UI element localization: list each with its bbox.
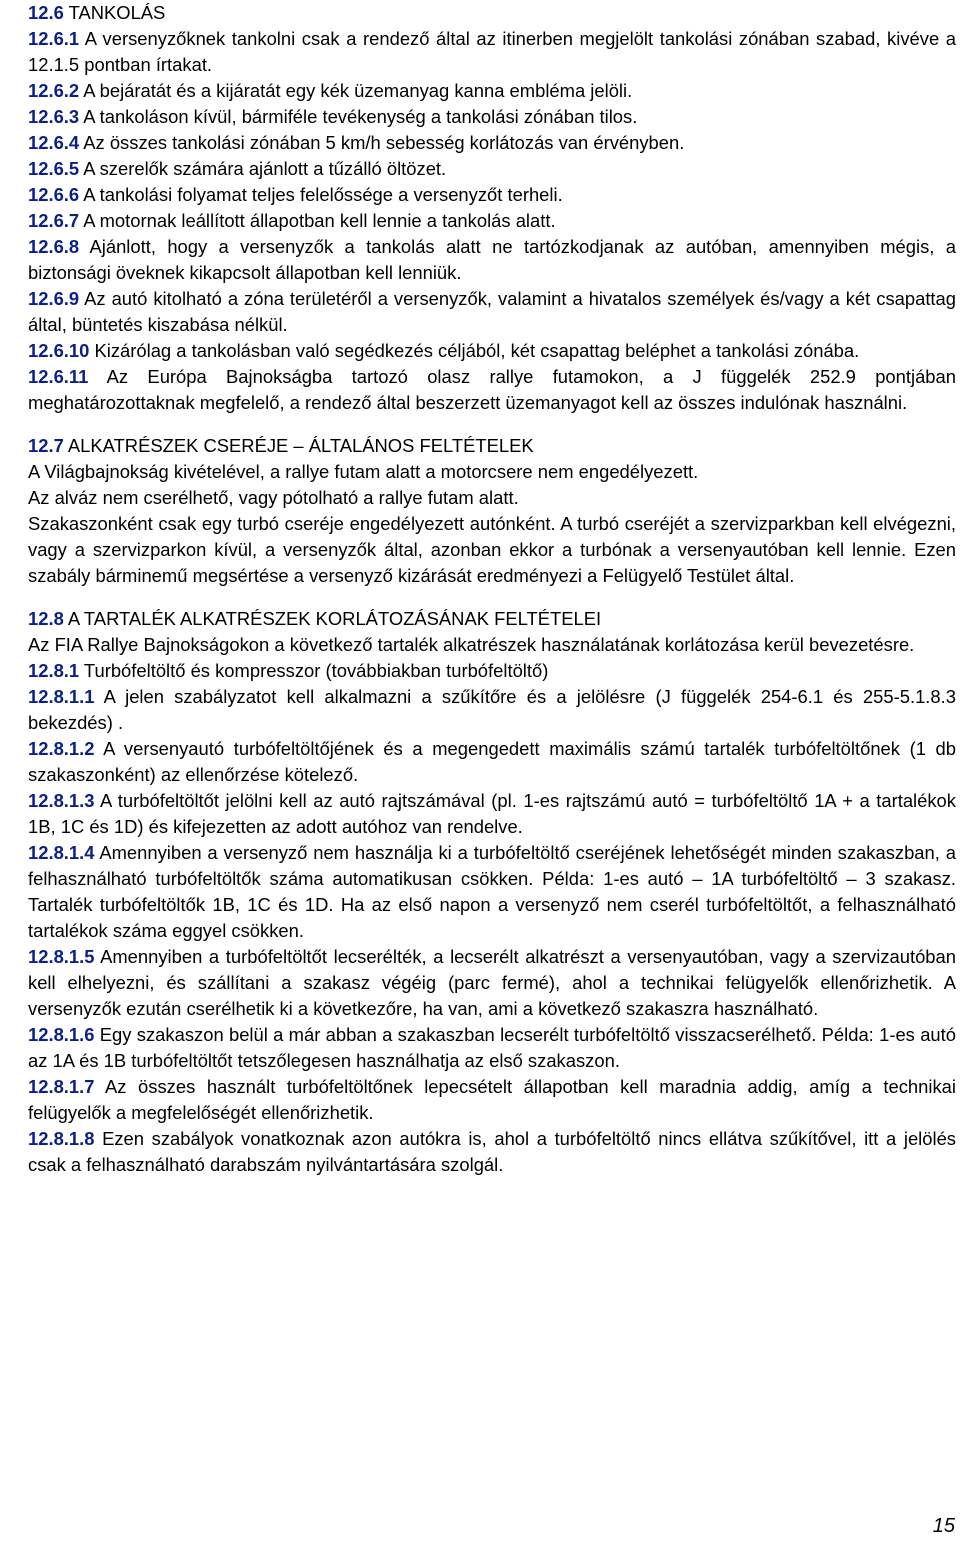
- section-12-7: [28, 433, 956, 589]
- list-item: [28, 736, 956, 788]
- section-heading: [28, 433, 956, 459]
- item-text: A szerelők számára ajánlott a tűzálló öltözet.: [83, 158, 447, 179]
- item-text: Az Európa Bajnokságba tartozó olasz rallye futamokon, a J függelék 252.9 pontjában meghatározottaknak megfelelő, a rendező által beszerzett üzemanyagot kell az összes indulónak használni.: [28, 366, 956, 413]
- list-item: [28, 364, 956, 416]
- list-item: [28, 182, 956, 208]
- list-item: [28, 658, 956, 684]
- document-page: [28, 0, 956, 1178]
- item-text: A jelen szabályzatot kell alkalmazni a szűkítőre és a jelölésre (J függelék 254-6.1 és 255-5.1.8.3 bekezdés) .: [28, 686, 956, 733]
- section-heading: [28, 606, 956, 632]
- item-number: 12.6.7: [28, 210, 80, 231]
- list-item: [28, 208, 956, 234]
- item-number: 12.6.11: [28, 366, 89, 387]
- heading-text: TANKOLÁS: [68, 2, 166, 23]
- list-item: [28, 1022, 956, 1074]
- item-number: 12.6.9: [28, 288, 80, 309]
- item-number: 12.8.1.5: [28, 946, 95, 967]
- item-number: 12.8.1.2: [28, 738, 95, 759]
- heading-number: 12.8: [28, 608, 64, 629]
- item-number: 12.8.1.8: [28, 1128, 95, 1149]
- list-item: [28, 840, 956, 944]
- list-item: [28, 26, 956, 78]
- list-item: [28, 234, 956, 286]
- list-item: [28, 1126, 956, 1178]
- item-text: A versenyzőknek tankolni csak a rendező által az itinerben megjelölt tankolási zónában szabad, kivéve a 12.1.5 pontban írtakat.: [28, 28, 956, 75]
- item-number: 12.6.1: [28, 28, 80, 49]
- item-text: A turbófeltöltőt jelölni kell az autó rajtszámával (pl. 1-es rajtszámú autó = turbófeltöltő 1A + a tartalékok 1B, 1C és 1D) és kifejezetten az adott autóhoz van rendelve.: [28, 790, 956, 837]
- list-item: [28, 338, 956, 364]
- item-text: A tankolási folyamat teljes felelőssége a versenyzőt terheli.: [83, 184, 563, 205]
- item-number: 12.6.8: [28, 236, 80, 257]
- item-number: 12.8.1.3: [28, 790, 95, 811]
- paragraph: Az alváz nem cserélhető, vagy pótolható a rallye futam alatt.: [28, 487, 519, 508]
- list-item: [28, 944, 956, 1022]
- page-number: 15: [932, 1515, 955, 1537]
- item-text: Az összes használt turbófeltöltőnek lepecsételt állapotban kell maradnia addig, amíg a technikai felügyelők a megfelelőségét ellenőrizhetik.: [28, 1076, 956, 1123]
- section-12-8: [28, 606, 956, 1178]
- heading-text: A TARTALÉK ALKATRÉSZEK KORLÁTOZÁSÁNAK FELTÉTELEI: [67, 608, 602, 629]
- list-item: [28, 156, 956, 182]
- item-number: 12.8.1.4: [28, 842, 95, 863]
- list-item: [28, 104, 956, 130]
- list-item: [28, 684, 956, 736]
- item-number: 12.6.6: [28, 184, 80, 205]
- item-number: 12.6.3: [28, 106, 80, 127]
- section-heading: [28, 0, 956, 26]
- item-number: 12.6.2: [28, 80, 80, 101]
- item-number: 12.8.1.1: [28, 686, 95, 707]
- item-text: Egy szakaszon belül a már abban a szakaszban lecserélt turbófeltöltő visszacserélhető. Példa: 1-es autó az 1A és 1B turbófeltöltőt tetszőlegesen használhatja az első szakaszon.: [28, 1024, 956, 1071]
- item-number: 12.6.10: [28, 340, 90, 361]
- list-item: [28, 1074, 956, 1126]
- item-text: Amennyiben a versenyző nem használja ki a turbófeltöltő cseréjének lehetőségét minden szakaszban, a felhasználható turbófeltöltők száma automatikusan csökken. Példa: 1-es autó – 1A turbófeltöltő – 3 szakasz. Tartalék turbófeltöltők 1B, 1C és 1D. Ha az első napon a versenyző nem cserél turbófeltöltőt, a felhasználható tartalékok száma eggyel csökken.: [28, 842, 956, 941]
- item-text: Kizárólag a tankolásban való segédkezés céljából, két csapattag beléphet a tankolási zónába.: [94, 340, 860, 361]
- heading-number: 12.7: [28, 435, 64, 456]
- item-text: Turbófeltöltő és kompresszor (továbbiakban turbófeltöltő): [83, 660, 549, 681]
- heading-number: 12.6: [28, 2, 64, 23]
- item-text: A tankoláson kívül, bármiféle tevékenység a tankolási zónában tilos.: [83, 106, 638, 127]
- list-item: [28, 130, 956, 156]
- heading-text: ALKATRÉSZEK CSERÉJE – ÁLTALÁNOS FELTÉTELEK: [67, 435, 534, 456]
- item-text: A motornak leállított állapotban kell lennie a tankolás alatt.: [83, 210, 556, 231]
- item-text: Ajánlott, hogy a versenyzők a tankolás alatt ne tartózkodjanak az autóban, amennyiben mégis, a biztonsági öveknek kikapcsolt állapotban kell lenniük.: [28, 236, 956, 283]
- item-number: 12.8.1.6: [28, 1024, 95, 1045]
- item-text: Amennyiben a turbófeltöltőt lecserélték, a lecserélt alkatrészt a versenyautóban, vagy a szervizautóban kell elhelyezni, és szállítani a szakasz végéig (parc fermé), ahol a technikai felügyelők ellenőrizhetik. A versenyzők ezután cserélhetik ki a következőre, ha van, ami a következő szakaszra használható.: [28, 946, 956, 1019]
- section-12-6: [28, 0, 956, 416]
- paragraph: A Világbajnokság kivételével, a rallye futam alatt a motorcsere nem engedélyezett.: [28, 461, 699, 482]
- paragraph: Szakaszonként csak egy turbó cseréje engedélyezett autónként. A turbó cseréjét a szervizparkban kell elvégezni, vagy a szervizparkon kívül, a versenyzők által, azonban ekkor a turbónak a versenyautóban kell lennie. Ezen szabály bárminemű megsértése a versenyző kizárását eredményezi a Felügyelő Testület által.: [28, 513, 956, 586]
- list-item: [28, 78, 956, 104]
- paragraph: Az FIA Rallye Bajnokságokon a következő tartalék alkatrészek használatának korlátozása kerül bevezetésre.: [28, 634, 915, 655]
- item-number: 12.6.5: [28, 158, 80, 179]
- item-text: Az autó kitolható a zóna területéről a versenyzők, valamint a hivatalos személyek és/vagy a két csapattag által, büntetés kiszabása nélkül.: [28, 288, 956, 335]
- item-number: 12.8.1.7: [28, 1076, 95, 1097]
- item-text: Az összes tankolási zónában 5 km/h sebesség korlátozás van érvényben.: [83, 132, 685, 153]
- item-text: Ezen szabályok vonatkoznak azon autókra is, ahol a turbófeltöltő nincs ellátva szűkítővel, itt a jelölés csak a felhasználható darabszám nyilvántartására szolgál.: [28, 1128, 956, 1175]
- list-item: [28, 788, 956, 840]
- item-number: 12.6.4: [28, 132, 80, 153]
- list-item: [28, 286, 956, 338]
- item-text: A versenyautó turbófeltöltőjének és a megengedett maximális számú tartalék turbófeltöltőnek (1 db szakaszonként) az ellenőrzése kötelező.: [28, 738, 956, 785]
- item-number: 12.8.1: [28, 660, 80, 681]
- item-text: A bejáratát és a kijáratát egy kék üzemanyag kanna embléma jelöli.: [83, 80, 633, 101]
